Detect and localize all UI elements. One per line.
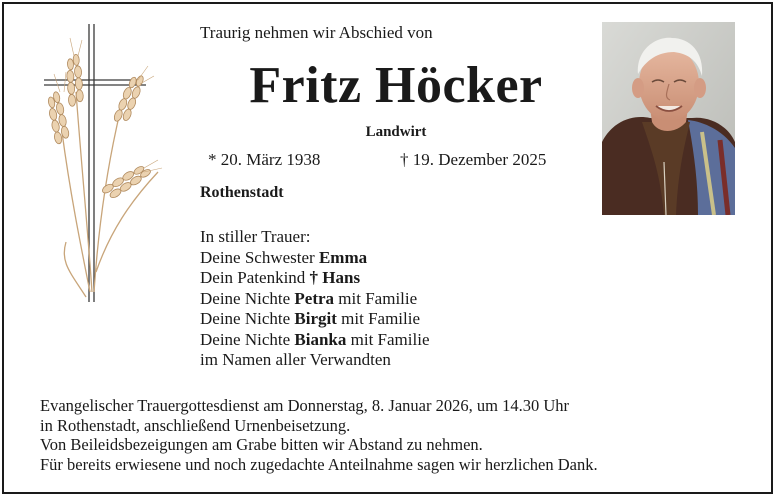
mourners-heading: In stiller Trauer: [200,227,311,246]
portrait-photo [602,22,735,215]
mourner-line [200,289,430,310]
mourner-name: Emma [318,247,368,267]
mourners-closing: im Namen aller Verwandten [200,350,391,369]
occupation: Landwirt [365,124,427,140]
service-line: Von Beileidsbezeigungen am Grabe bitten wir Abstand zu nehmen. [40,435,483,454]
mourner-relation: Deine Nichte [200,329,295,349]
hometown: Rothenstadt [200,184,284,201]
mourner-relation: Dein Patenkind [200,268,310,287]
mourner-suffix: mit Familie [336,309,421,328]
mourner-suffix: mit Familie [346,329,430,349]
mourners-list [200,227,430,371]
mourner-name: † Hans [309,268,361,287]
mourner-relation: Deine Nichte [200,288,295,308]
mourner-relation: Deine Schwester [200,247,319,267]
mourner-relation: Deine Nichte [200,309,295,328]
mourner-name: Petra [294,288,335,308]
death-date: † 19. Dezember 2025 [400,150,547,169]
mourner-line [200,268,430,289]
mourner-line [200,330,430,351]
birth-date: * 20. März 1938 [208,150,321,169]
deceased-name: Fritz Höcker [249,57,543,114]
mourner-suffix: mit Familie [334,288,418,308]
intro-text: Traurig nehmen wir Abschied von [200,23,433,42]
mourner-line [200,309,430,330]
service-line: Für bereits erwiesene und noch zugedachte Anteilnahme sagen wir herzlichen Dank. [40,454,598,474]
mourner-line [200,248,430,269]
service-information [40,396,598,474]
mourner-name: Bianka [294,329,347,349]
mourner-name: Birgit [294,309,337,328]
service-line: Evangelischer Trauergottesdienst am Donnerstag, 8. Januar 2026, um 14.30 Uhr [40,396,569,415]
obituary-card [2,2,773,494]
service-line: in Rothenstadt, anschließend Urnenbeisetzung. [40,415,351,435]
cross-with-wheat-icon [40,22,172,306]
